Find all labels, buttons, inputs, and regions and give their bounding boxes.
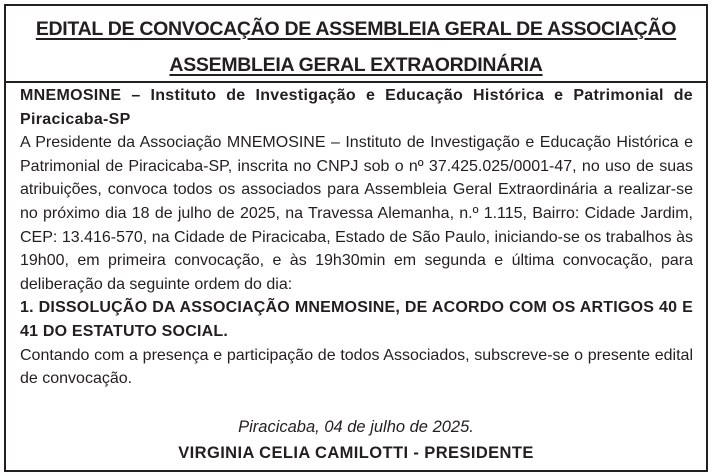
title-divider [6, 81, 706, 83]
notice-title: EDITAL DE CONVOCAÇÃO DE ASSEMBLEIA GERAL DE ASSOCIAÇÃO [35, 18, 677, 40]
agenda-item: 1. DISSOLUÇÃO DA ASSOCIAÇÃO MNEMOSINE, DE ACORDO COM OS ARTIGOS 40 E 41 DO ESTATUTO SOCIAL. [20, 299, 693, 340]
notice-frame [4, 4, 708, 472]
signature-line: VIRGINIA CELIA CAMILOTTI - PRESIDENTE [178, 444, 534, 462]
notice-subtitle: ASSEMBLEIA GERAL EXTRAORDINÁRIA [169, 54, 543, 76]
notice-body [20, 84, 693, 391]
place-and-date: Piracicaba, 04 de julho de 2025. [238, 418, 474, 436]
organization-name: MNEMOSINE – Instituto de Investigação e Educação Histórica e Patrimonial de Piracicaba-SP [20, 87, 693, 128]
convocation-paragraph: A Presidente da Associação MNEMOSINE – Instituto de Investigação e Educação Histórica e Patrimonial de Piracicaba-SP, inscrita no CNPJ sob o nº 37.425.025/0001-47, no uso de suas atribuições, convoca todos os associados para Assembleia Geral Extraordinária a realizar-se no próximo dia 18 de julho de 2025, na Travessa Alemanha, n.º 1.115, Bairro: Cidade Jardim, CEP: 13.416-570, na Cidade de Piracicaba, Estado de São Paulo, iniciando-se os trabalhos às 19h00, em primeira convocação, e às 19h30min em segunda e última convocação, para deliberação da seguinte ordem do dia: [20, 134, 693, 293]
closing-paragraph: Contando com a presença e participação de todos Associados, subscreve-se o presente edital de convocação. [20, 346, 693, 388]
